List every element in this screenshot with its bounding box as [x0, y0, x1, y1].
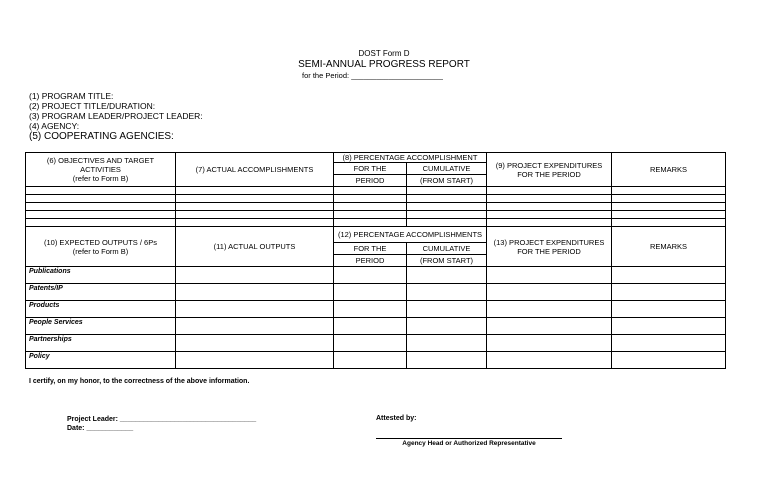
- row-label: Products: [26, 301, 176, 318]
- project-fields: [29, 91, 203, 143]
- period-line: for the Period: ______________________: [302, 71, 443, 80]
- actual-accomplishments-header: (7) ACTUAL ACCOMPLISHMENTS: [176, 153, 334, 187]
- table-row: [26, 352, 726, 369]
- remarks-header: REMARKS: [612, 227, 726, 267]
- cumulative-header: CUMULATIVE: [407, 243, 487, 255]
- table-row: [26, 335, 726, 352]
- date-line: Date: ____________: [67, 425, 134, 432]
- for-the-period-header: FOR THE: [334, 243, 407, 255]
- outputs-table: [25, 226, 726, 369]
- percentage-header: (12) PERCENTAGE ACCOMPLISHMENTS: [334, 227, 487, 243]
- leader-signature-block: [67, 415, 256, 433]
- row-label: Policy: [26, 352, 176, 369]
- objectives-header: (6) OBJECTIVES AND TARGET ACTIVITIES (refer to Form B): [26, 153, 176, 187]
- form-code: DOST Form D: [358, 49, 410, 58]
- period-subheader: PERIOD: [334, 255, 407, 267]
- signature-line: [376, 438, 562, 439]
- leader-label: (3) PROGRAM LEADER/PROJECT LEADER:: [29, 111, 203, 121]
- table-row: [26, 211, 726, 219]
- objectives-table: [25, 152, 726, 227]
- row-label: Partnerships: [26, 335, 176, 352]
- agency-label: (4) AGENCY:: [29, 121, 80, 131]
- table-row: [26, 187, 726, 195]
- project-title-label: (2) PROJECT TITLE/DURATION:: [29, 101, 156, 111]
- table-row: [26, 284, 726, 301]
- row-label: Patents/IP: [26, 284, 176, 301]
- attested-by-label: Attested by:: [376, 415, 417, 422]
- expenditures-header: (13) PROJECT EXPENDITURES FOR THE PERIOD: [487, 227, 612, 267]
- table-row: [26, 318, 726, 335]
- table-row: [26, 301, 726, 318]
- cumulative-header: CUMULATIVE: [407, 163, 487, 175]
- certification-text: I certify, on my honor, to the correctness of the above information.: [29, 378, 250, 385]
- actual-outputs-header: (11) ACTUAL OUTPUTS: [176, 227, 334, 267]
- from-start-subheader: (FROM START): [407, 175, 487, 187]
- for-the-period-header: FOR THE: [334, 163, 407, 175]
- table-row: [26, 195, 726, 203]
- expenditures-header: (9) PROJECT EXPENDITURES FOR THE PERIOD: [487, 153, 612, 187]
- agency-head-label: Agency Head or Authorized Representative: [402, 440, 536, 447]
- remarks-header: REMARKS: [612, 153, 726, 187]
- report-title: SEMI-ANNUAL PROGRESS REPORT: [298, 59, 470, 70]
- row-label: People Services: [26, 318, 176, 335]
- table-row: [26, 203, 726, 211]
- outputs-header: (10) EXPECTED OUTPUTS / 6Ps (refer to Form B): [26, 227, 176, 267]
- table-row: [26, 267, 726, 284]
- cooperating-label: (5) COOPERATING AGENCIES:: [29, 131, 174, 142]
- program-title-label: (1) PROGRAM TITLE:: [29, 91, 114, 101]
- percentage-header: (8) PERCENTAGE ACCOMPLISHMENT: [334, 153, 487, 163]
- project-leader-line: Project Leader: ___________________________________: [67, 416, 257, 423]
- period-subheader: PERIOD: [334, 175, 407, 187]
- row-label: Publications: [26, 267, 176, 284]
- from-start-subheader: (FROM START): [407, 255, 487, 267]
